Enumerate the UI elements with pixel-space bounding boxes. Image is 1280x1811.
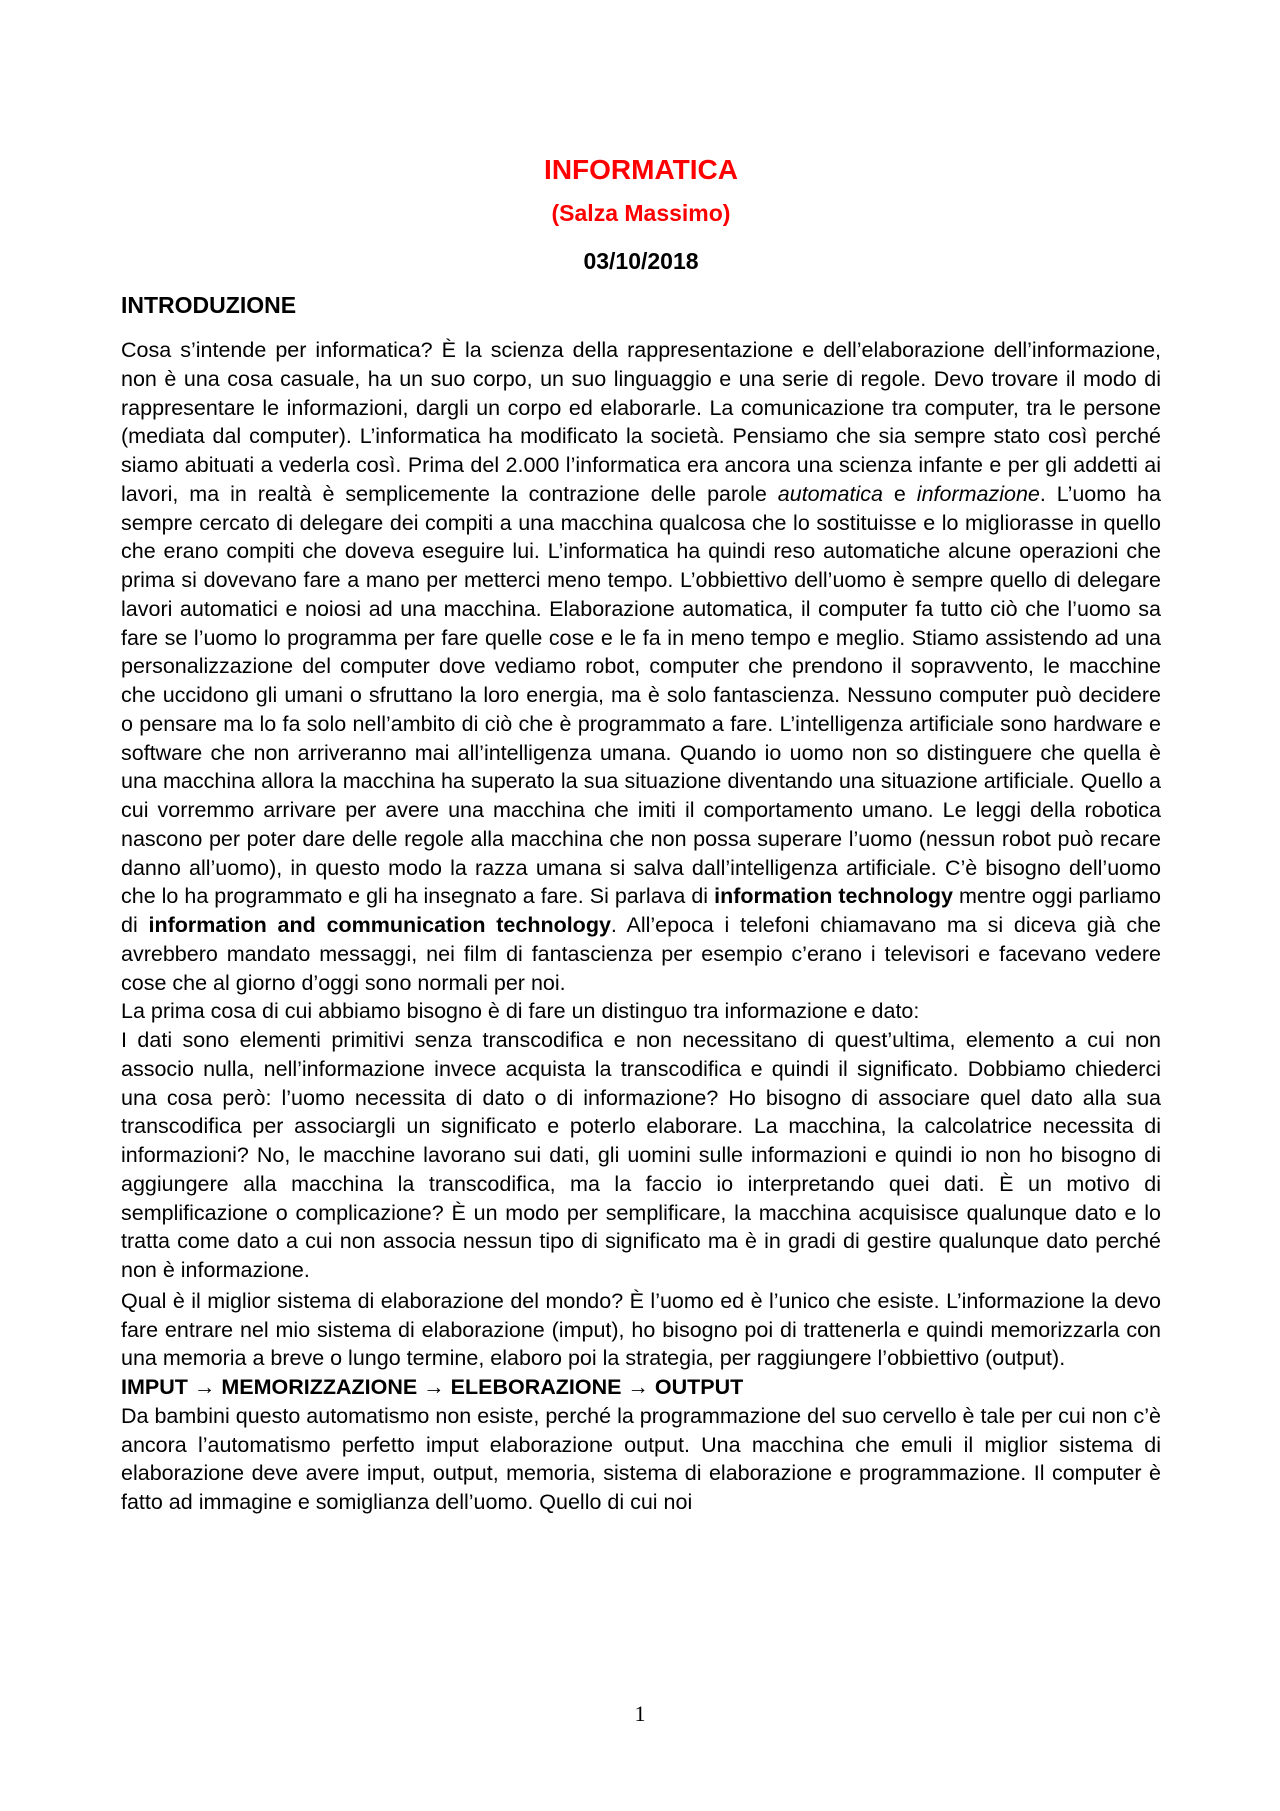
paragraph-intro	[121, 336, 1161, 997]
paragraph-intro-text-2: . L’uomo ha sempre cercato di delegare dei compiti a una macchina qualcosa che lo sostituisse e lo migliorasse in quello che erano compiti che doveva eseguire lui. L’informatica ha quindi reso automatiche alcune operazioni che prima si dovevano fare a mano per metterci meno tempo. L’obbiettivo dell’uomo è sempre quello di delegare lavori automatici e noiosi ad una macchina. Elaborazione automatica, il computer fa tutto ciò che l’uomo sa fare se l’uomo lo programma per fare quelle cose e le fa in meno tempo e meglio. Stiamo assistendo ad una personalizzazione del computer dove vediamo robot, computer che prendono il sopravvento, le macchine che uccidono gli umani o sfruttano la loro energia, ma è solo fantascienza. Nessuno computer può decidere o pensare ma lo fa solo nell’ambito di ciò che è programmato a fare. L’intelligenza artificiale sono hardware e software che non arriveranno mai all’intelligenza umana. Quando io uomo non so distinguere che quella è una macchina allora la macchina ha superato la sua situazione diventando una situazione artificiale. Quello a cui vorremmo arrivare per avere una macchina che imiti il comportamento umano. Le leggi della robotica nascono per poter dare delle regole alla macchina che non possa superare l’uomo (nessun robot può recare danno all’uomo), in questo modo la razza umana si salva dall’intelligenza artificiale. C’è bisogno dell’uomo che lo ha programmato e gli ha insegnato a fare. Si parlava di	[121, 481, 1161, 909]
bold-term-ict: information and communication technology	[148, 913, 611, 937]
document-author: (Salza Massimo)	[551, 200, 731, 226]
paragraph-intro-text-3: . All’epoca i telefoni chiamavano ma si diceva già che avrebbero mandato messaggi, nei film di fantascienza per esempio c’erano i televisori e facevano vedere cose che al giorno d’oggi sono normali per noi.	[121, 913, 1161, 995]
italic-term-informazione: informazione	[916, 481, 1040, 506]
page-number: 1	[634, 1701, 646, 1726]
paragraph-intro-text-mid: mentre oggi parliamo di	[121, 884, 1162, 937]
bold-term-it: information technology	[714, 884, 953, 909]
paragraph-distinction: La prima cosa di cui abbiamo bisogno è di fare un distinguo tra informazione e dato:	[121, 999, 920, 1024]
document-date: 03/10/2018	[583, 248, 699, 274]
italic-term-automatica: automatica	[777, 481, 883, 506]
paragraph-system: Qual è il miglior sistema di elaborazione del mondo? È l’uomo ed è l’unico che esiste. L’informazione la devo fare entrare nel mio sistema di elaborazione (imput), ho bisogno poi di trattenerla e quindi memorizzarla con una memoria a breve o lungo termine, elaboro poi la strategia, per raggiungere l’obbiettivo (output).	[121, 1288, 1161, 1371]
section-heading: INTRODUZIONE	[121, 292, 297, 318]
paragraph-data: I dati sono elementi primitivi senza transcodifica e non necessitano di quest’ultima, elemento a cui non associo nulla, nell’informazione invece acquista la transcodifica e quindi il significato. Dobbiamo chiederci una cosa però: l’uomo necessita di dato o di informazione? Ho bisogno di associare quel dato alla sua transcodifica per associargli un significato e poterlo elaborare. La macchina, la calcolatrice necessita di informazioni? No, le macchine lavorano sui dati, gli uomini sulle informazioni e quindi io non ho bisogno di aggiungere alla macchina la transcodifica, ma la faccio io interpretando quei dati. È un motivo di semplificazione o complicazione? È un modo per semplificare, la macchina acquisisce qualunque dato e lo tratta come dato a cui non associa nessun tipo di significato ma è in gradi di gestire qualunque dato perché non è informazione.	[121, 1028, 1161, 1282]
paragraph-children: Da bambini questo automatismo non esiste, perché la programmazione del suo cervello è tale per cui non c’è ancora l’automatismo perfetto imput elaborazione output. Una macchina che emuli il miglior sistema di elaborazione deve avere imput, output, memoria, sistema di elaborazione e programmazione. Il computer è fatto ad immagine e somiglianza dell’uomo. Quello di cui noi	[121, 1403, 1161, 1514]
paragraph-intro-conj: e	[882, 481, 917, 506]
document-page	[121, 150, 1161, 1517]
paragraph-intro-text-1: Cosa s’intende per informatica? È la scienza della rappresentazione e dell’elaborazione dell’informazione, non è una cosa casuale, ha un suo corpo, un suo linguaggio e una serie di regole. Devo trovare il modo di rappresentare le informazioni, dargli un corpo ed elaborarle. La comunicazione tra computer, tra le persone (mediata dal computer). L’informatica ha modificato la società. Pensiamo che sia sempre stato così perché siamo abituati a vederla così. Prima del 2.000 l’informatica era ancora una scienza infante e per gli addetti ai lavori, ma in realtà è semplicemente la contrazione delle parole	[121, 338, 1161, 506]
process-flow: IMPUT → MEMORIZZAZIONE → ELEBORAZIONE → OUTPUT	[121, 1375, 744, 1399]
document-title: INFORMATICA	[544, 154, 738, 185]
